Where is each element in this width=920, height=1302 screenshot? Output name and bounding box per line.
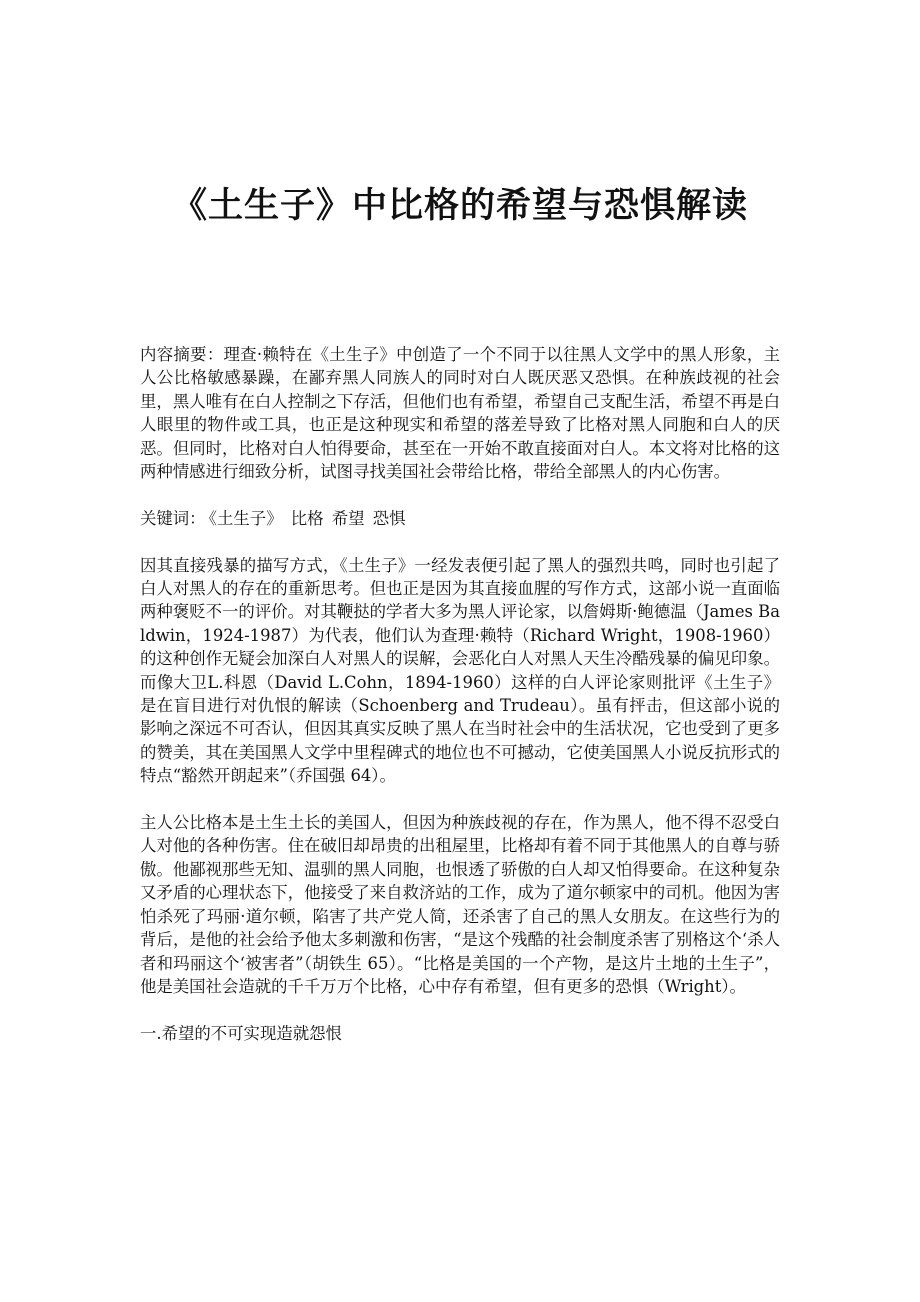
keywords-line bbox=[140, 507, 780, 530]
body-paragraph: 因其直接残暴的描写方式，《土生子》一经发表便引起了黑人的强烈共鸣，同时也引起了白人对黑人的存在的重新思考。但也正是因为其直接血腥的写作方式，这部小说一直面临两种褒贬不一的评价。对其鞭挞的学者大多为黑人评论家，以詹姆斯·鲍德温（James Baldwin，1924-1987）为代表，他们认为查理·赖特（Richard Wright，1908-1960）的这种创作无疑会加深白人对黑人的误解，会恶化白人对黑人天生冷酷残暴的偏见印象。而像大卫L.科恩（David L.Cohn，1894-1960）这样的白人评论家则批评《土生子》是在盲目进行对仇恨的解读（Schoenberg and Trudeau）。虽有抨击，但这部小说的影响之深远不可否认，但因其真实反映了黑人在当时社会中的生活状况，它也受到了更多的赞美，其在美国黑人文学中里程碑式的地位也不可撼动，它使美国黑人小说反抗形式的特点“豁然开朗起来”（乔国强 64）。 bbox=[140, 555, 780, 786]
body-paragraph: 主人公比格本是土生土长的美国人，但因为种族歧视的存在，作为黑人，他不得不忍受白人对他的各种伤害。住在破旧却昂贵的出租屋里，比格却有着不同于其他黑人的自尊与骄傲。他鄙视那些无知、温驯的黑人同胞，也恨透了骄傲的白人却又怕得要命。在这种复杂又矛盾的心理状态下，他接受了来自救济站的工作，成为了道尔顿家中的司机。他因为害怕杀死了玛丽·道尔顿，陷害了共产党人简，还杀害了自己的黑人女朋友。在这些行为的背后，是他的社会给予他太多刺激和伤害，“是这个残酷的社会制度杀害了别格这个‘杀人者和玛丽这个‘被害者”（胡铁生 65）。“比格是美国的一个产物，是这片土地的土生子”，他是美国社会造就的千千万万个比格，心中存有希望，但有更多的恐惧（Wright）。 bbox=[140, 813, 780, 996]
section-heading: 一.希望的不可实现造就怨恨 bbox=[140, 1023, 342, 1043]
keyword: 希望 bbox=[331, 508, 365, 528]
keyword: 《土生子》 bbox=[208, 508, 283, 528]
abstract-paragraph: 内容摘要：理查·赖特在《土生子》中创造了一个不同于以往黑人文学中的黑人形象，主人公比格敏感暴躁，在鄙弃黑人同族人的同时对白人既厌恶又恐惧。在种族歧视的社会里，黑人唯有在白人控制之下存活，但他们也有希望，希望自己支配生活，希望不再是白人眼里的物件或工具，也正是这种现实和希望的落差导致了比格对黑人同胞和白人的厌恶。但同时，比格对白人怕得要命，甚至在一开始不敢直接面对白人。本文将对比格的这两种情感进行细致分析，试图寻找美国社会带给比格，带给全部黑人的内心伤害。 bbox=[140, 345, 780, 482]
keywords-label: 关键词： bbox=[140, 508, 206, 528]
keyword: 比格 bbox=[290, 508, 324, 528]
document-title: 《土生子》中比格的希望与恐惧解读 bbox=[171, 185, 748, 226]
keyword: 恐惧 bbox=[372, 508, 406, 528]
document-body bbox=[140, 343, 780, 1069]
